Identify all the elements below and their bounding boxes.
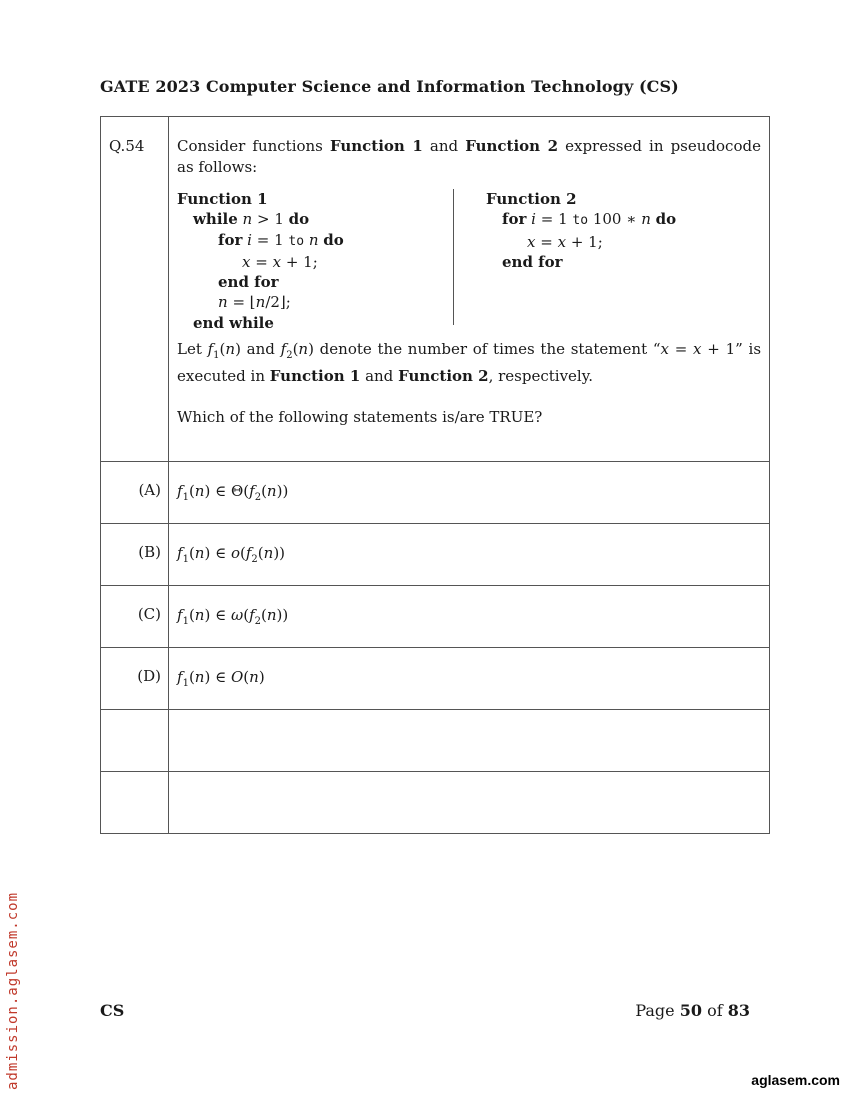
code-line: while n > 1 do xyxy=(193,210,310,229)
empty-cell xyxy=(101,710,169,771)
empty-cell xyxy=(101,772,169,833)
question-body xyxy=(169,117,769,461)
question-number: Q.54 xyxy=(101,117,169,461)
option-text: $f_1(n)$ ∈ $\omega(f_2(n))$ xyxy=(177,606,289,627)
option-text: $f_1(n)$ ∈ $\Theta(f_2(n))$ xyxy=(177,482,289,503)
function-2-title: Function 2 xyxy=(486,190,577,208)
definition-text: Let $f_1(n)$ and $f_2(n)$ denote the number of times the statement “x = x + 1” is executed in Function 1 and Function 2, respectively. xyxy=(177,340,762,385)
function-1-ref: Function 1 xyxy=(329,137,423,155)
code-line: for i = 1 to n do xyxy=(218,230,344,249)
code-line: x = x + 1; xyxy=(527,232,603,251)
option-row-c[interactable] xyxy=(101,585,769,647)
code-line: end for xyxy=(218,273,279,292)
code-line: for i = 1 to 100 ∗ n do xyxy=(502,210,677,229)
option-row-a[interactable] xyxy=(101,461,769,523)
question-prompt: Which of the following statements is/are TRUE? xyxy=(177,408,543,426)
page-header-title: GATE 2023 Computer Science and Information Technology (CS) xyxy=(100,77,679,96)
pseudocode-block xyxy=(177,189,761,339)
question-row xyxy=(101,117,769,461)
question-intro: Consider functions Function 1 and Function 2 expressed in pseudocode as follows: xyxy=(177,137,761,176)
option-text: $f_1(n)$ ∈ $o(f_2(n))$ xyxy=(177,544,286,565)
function-2-code xyxy=(486,189,676,272)
footer-subject: CS xyxy=(100,1001,125,1020)
option-label: (B) xyxy=(101,524,169,585)
option-text: $f_1(n)$ ∈ O(n) xyxy=(177,668,265,689)
function-1-code xyxy=(177,189,453,333)
option-label: (A) xyxy=(101,462,169,523)
empty-row xyxy=(101,709,769,771)
option-label: (C) xyxy=(101,586,169,647)
option-row-d[interactable] xyxy=(101,647,769,709)
empty-row xyxy=(101,771,769,833)
empty-cell xyxy=(169,772,769,833)
function-2-ref: Function 2 xyxy=(465,137,559,155)
code-line: x = x + 1; xyxy=(242,252,318,271)
code-line: end while xyxy=(193,313,274,332)
option-label: (D) xyxy=(101,648,169,709)
code-line: end for xyxy=(502,252,563,271)
code-divider xyxy=(453,189,454,325)
brand-logo-text: aglasem.com xyxy=(751,1072,840,1088)
page-number: Page 50 of 83 xyxy=(635,1001,750,1020)
watermark-link[interactable]: admission.aglasem.com xyxy=(5,891,21,1090)
code-line: n = ⌊n/2⌋; xyxy=(218,293,291,312)
empty-cell xyxy=(169,710,769,771)
function-1-title: Function 1 xyxy=(177,190,268,208)
option-row-b[interactable] xyxy=(101,523,769,585)
question-table xyxy=(100,116,770,834)
